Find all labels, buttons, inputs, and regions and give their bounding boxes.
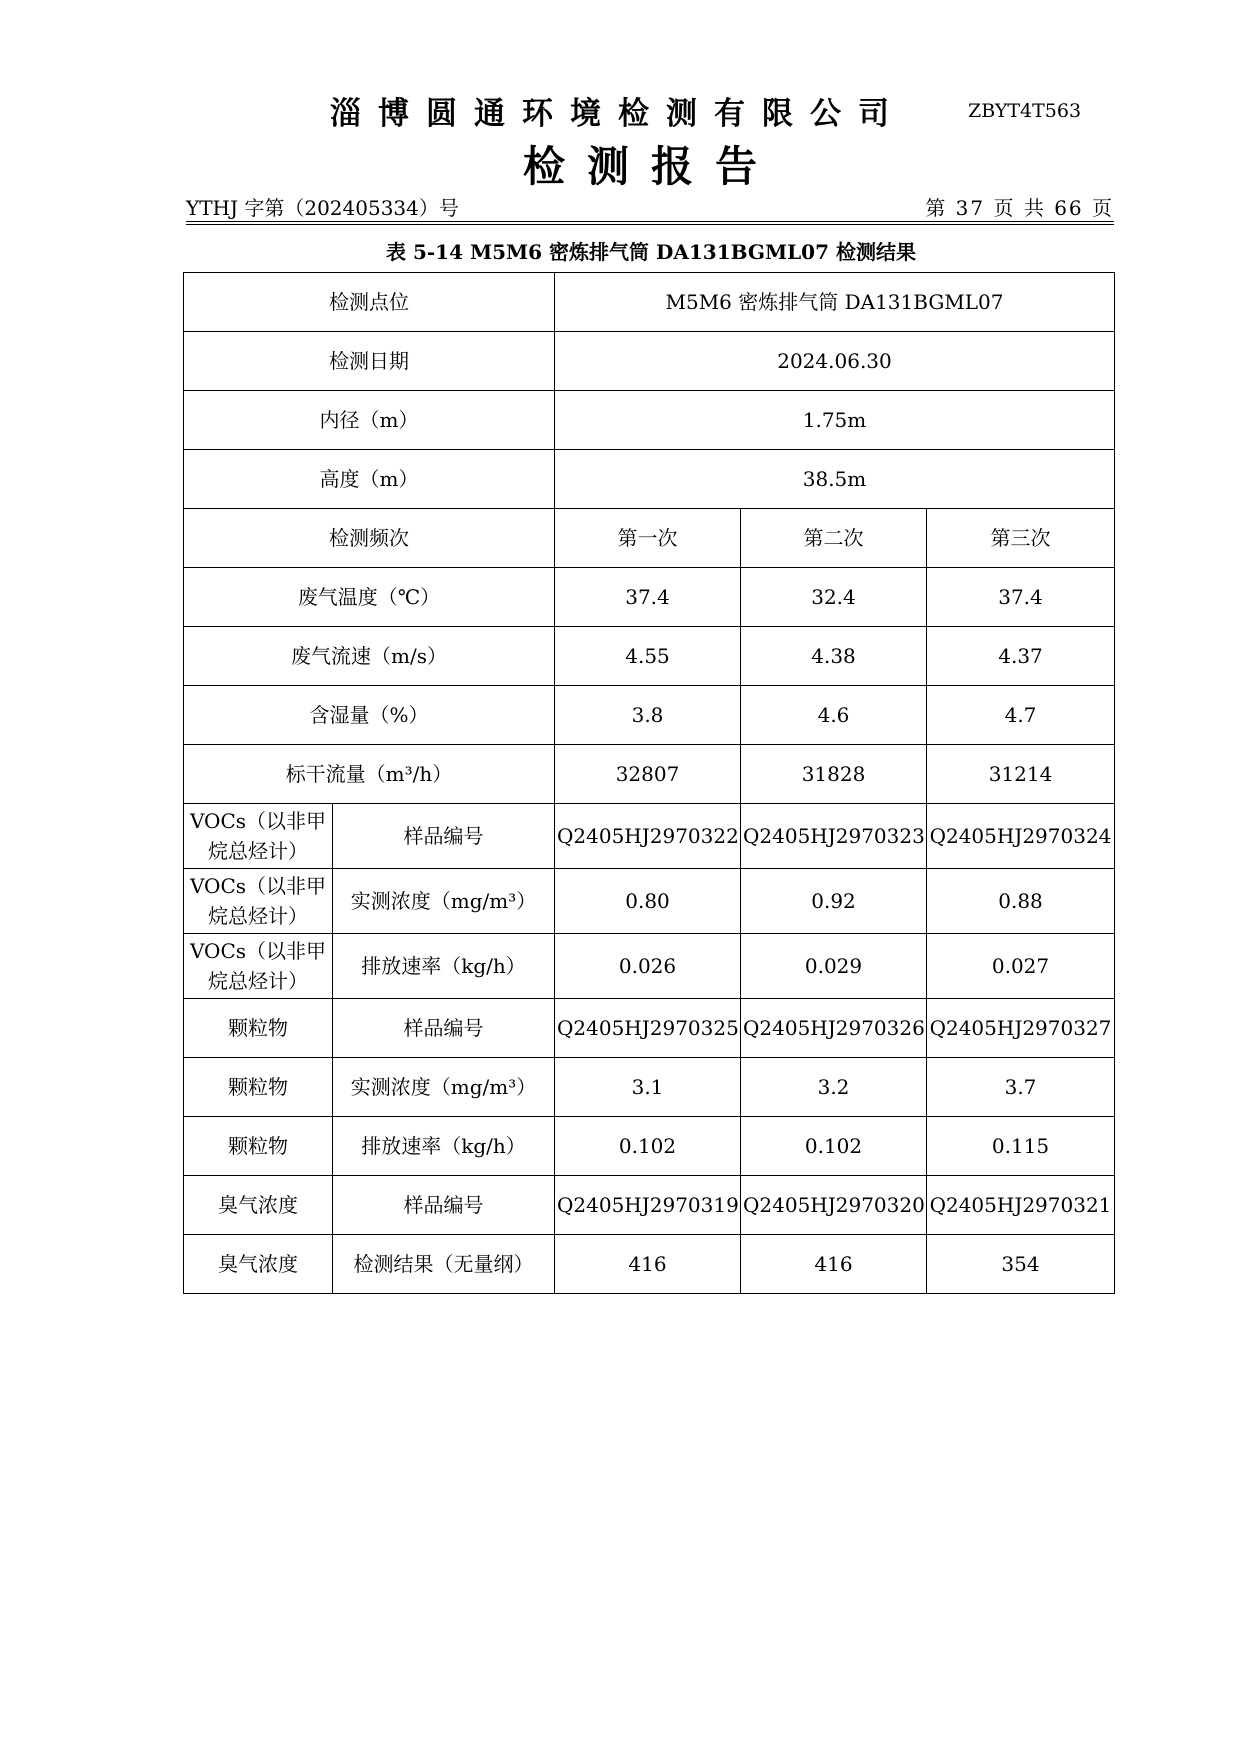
row-value: 2024.06.30 (555, 332, 1115, 391)
row-label: 废气温度（℃） (184, 568, 555, 627)
table-cell: Q2405HJ2970325 (555, 999, 741, 1058)
table-row (184, 745, 1115, 804)
row-value: 1.75m (555, 391, 1115, 450)
page-indicator: 第 37 页 共 66 页 (925, 196, 1114, 220)
column-header: 第三次 (927, 509, 1115, 568)
table-cell: 0.027 (927, 934, 1115, 999)
metric-label: 样品编号 (333, 1176, 555, 1235)
table-row (184, 627, 1115, 686)
pollutant-name: 颗粒物 (184, 999, 333, 1058)
table-cell: 416 (741, 1235, 927, 1294)
table-cell: 416 (555, 1235, 741, 1294)
header-divider (186, 221, 1114, 222)
metric-label: 排放速率（kg/h） (333, 934, 555, 999)
table-cell: 0.88 (927, 869, 1115, 934)
company-name: 淄博圆通环境检测有限公司 (330, 96, 906, 132)
table-cell: 0.115 (927, 1117, 1115, 1176)
row-label: 检测点位 (184, 273, 555, 332)
header-divider-thin (186, 224, 1114, 225)
column-header: 第一次 (555, 509, 741, 568)
table-cell: 3.1 (555, 1058, 741, 1117)
table-cell: Q2405HJ2970326 (741, 999, 927, 1058)
table-cell: Q2405HJ2970323 (741, 804, 927, 869)
metric-label: 实测浓度（mg/m³） (333, 869, 555, 934)
pollutant-name: VOCs（以非甲烷总烃计） (184, 934, 333, 999)
table-cell: 0.102 (741, 1117, 927, 1176)
pollutant-name: 颗粒物 (184, 1117, 333, 1176)
pollutant-name: 臭气浓度 (184, 1235, 333, 1294)
table-cell: 0.029 (741, 934, 927, 999)
pollutant-name: VOCs（以非甲烷总烃计） (184, 804, 333, 869)
row-value: 38.5m (555, 450, 1115, 509)
table-cell: 3.8 (555, 686, 741, 745)
table-row (184, 273, 1115, 332)
table-cell: 37.4 (927, 568, 1115, 627)
row-label: 废气流速（m/s） (184, 627, 555, 686)
row-label: 标干流量（m³/h） (184, 745, 555, 804)
table-cell: 0.102 (555, 1117, 741, 1176)
table-row (184, 568, 1115, 627)
row-label: 内径（m） (184, 391, 555, 450)
table-row (184, 509, 1115, 568)
column-header: 第二次 (741, 509, 927, 568)
metric-label: 样品编号 (333, 804, 555, 869)
table-cell: 4.7 (927, 686, 1115, 745)
table-row (184, 450, 1115, 509)
table-cell: 31828 (741, 745, 927, 804)
table-cell: 0.80 (555, 869, 741, 934)
table-cell: Q2405HJ2970319 (555, 1176, 741, 1235)
table-cell: 4.6 (741, 686, 927, 745)
document-code: ZBYT4T563 (968, 100, 1082, 122)
table-cell: Q2405HJ2970320 (741, 1176, 927, 1235)
table-cell: 31214 (927, 745, 1115, 804)
table-cell: 3.7 (927, 1058, 1115, 1117)
report-title: 检测报告 (522, 142, 779, 191)
report-number: YTHJ 字第（202405334）号 (186, 196, 459, 220)
table-cell: 4.55 (555, 627, 741, 686)
table-cell: Q2405HJ2970321 (927, 1176, 1115, 1235)
table-row (184, 1235, 1115, 1294)
table-cell: 4.38 (741, 627, 927, 686)
metric-label: 检测结果（无量纲） (333, 1235, 555, 1294)
table-cell: Q2405HJ2970324 (927, 804, 1115, 869)
table-row (184, 686, 1115, 745)
table-cell: 3.2 (741, 1058, 927, 1117)
metric-label: 排放速率（kg/h） (333, 1117, 555, 1176)
table-row (184, 869, 1115, 934)
metric-label: 实测浓度（mg/m³） (333, 1058, 555, 1117)
table-cell: 32807 (555, 745, 741, 804)
table-row (184, 391, 1115, 450)
table-row (184, 934, 1115, 999)
pollutant-name: 颗粒物 (184, 1058, 333, 1117)
table-title: 表 5-14 M5M6 密炼排气筒 DA131BGML07 检测结果 (386, 240, 916, 264)
table-row (184, 804, 1115, 869)
results-table (183, 272, 1115, 1294)
metric-label: 样品编号 (333, 999, 555, 1058)
table-cell: 0.92 (741, 869, 927, 934)
row-label: 检测日期 (184, 332, 555, 391)
row-value: M5M6 密炼排气筒 DA131BGML07 (555, 273, 1115, 332)
table-cell: Q2405HJ2970322 (555, 804, 741, 869)
table-row (184, 1117, 1115, 1176)
table-cell: 37.4 (555, 568, 741, 627)
table-row (184, 1176, 1115, 1235)
row-label: 检测频次 (184, 509, 555, 568)
table-row (184, 332, 1115, 391)
pollutant-name: VOCs（以非甲烷总烃计） (184, 869, 333, 934)
row-label: 含湿量（%） (184, 686, 555, 745)
table-cell: 354 (927, 1235, 1115, 1294)
row-label: 高度（m） (184, 450, 555, 509)
table-cell: 32.4 (741, 568, 927, 627)
table-cell: 4.37 (927, 627, 1115, 686)
table-row (184, 999, 1115, 1058)
pollutant-name: 臭气浓度 (184, 1176, 333, 1235)
table-cell: 0.026 (555, 934, 741, 999)
table-row (184, 1058, 1115, 1117)
table-cell: Q2405HJ2970327 (927, 999, 1115, 1058)
